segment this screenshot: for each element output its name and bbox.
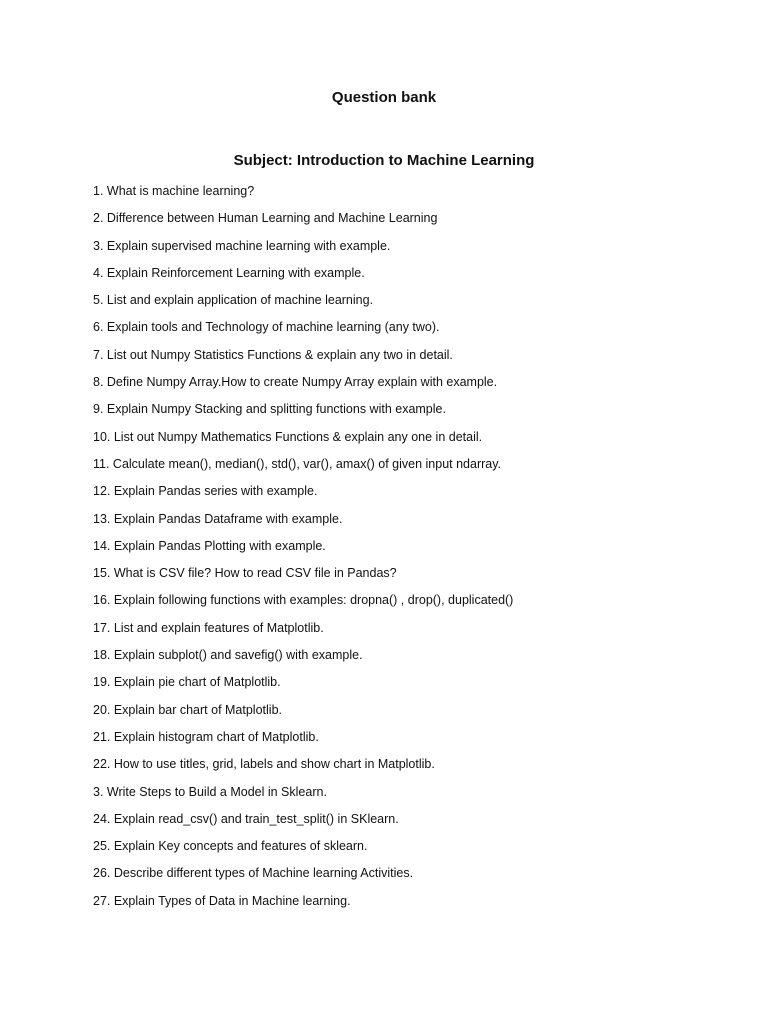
question-item: 6. Explain tools and Technology of machine learning (any two). bbox=[93, 320, 440, 335]
question-list bbox=[93, 182, 513, 919]
question-item: 19. Explain pie chart of Matplotlib. bbox=[93, 675, 281, 690]
question-item: 3. Write Steps to Build a Model in Sklearn. bbox=[93, 784, 327, 799]
question-item: 14. Explain Pandas Plotting with example. bbox=[93, 538, 326, 553]
question-item: 8. Define Numpy Array.How to create Numpy Array explain with example. bbox=[93, 375, 498, 390]
question-item: 13. Explain Pandas Dataframe with example. bbox=[93, 511, 343, 526]
question-item: 5. List and explain application of machine learning. bbox=[93, 293, 374, 308]
question-item: 16. Explain following functions with examples: dropna() , drop(), duplicated() bbox=[93, 593, 514, 608]
question-item: 26. Describe different types of Machine learning Activities. bbox=[93, 866, 414, 881]
question-item: 18. Explain subplot() and savefig() with example. bbox=[93, 648, 363, 663]
question-item: 9. Explain Numpy Stacking and splitting functions with example. bbox=[93, 402, 446, 417]
question-item: 1. What is machine learning? bbox=[93, 184, 255, 198]
question-item: 7. List out Numpy Statistics Functions & explain any two in detail. bbox=[93, 347, 453, 362]
page-title: Question bank bbox=[331, 89, 437, 106]
question-item: 17. List and explain features of Matplotlib. bbox=[93, 620, 324, 635]
question-item: 22. How to use titles, grid, labels and show chart in Matplotlib. bbox=[93, 757, 435, 772]
question-item: 24. Explain read_csv() and train_test_split() in SKlearn. bbox=[93, 811, 399, 826]
subject-heading: Subject: Introduction to Machine Learning bbox=[233, 152, 535, 169]
question-item: 10. List out Numpy Mathematics Functions & explain any one in detail. bbox=[93, 429, 483, 444]
question-item: 20. Explain bar chart of Matplotlib. bbox=[93, 702, 282, 717]
question-item: 25. Explain Key concepts and features of sklearn. bbox=[93, 839, 368, 854]
question-item: 27. Explain Types of Data in Machine learning. bbox=[93, 893, 351, 908]
question-item: 21. Explain histogram chart of Matplotlib. bbox=[93, 729, 319, 744]
question-item: 4. Explain Reinforcement Learning with example. bbox=[93, 265, 365, 280]
question-item: 15. What is CSV file? How to read CSV file in Pandas? bbox=[93, 566, 397, 581]
question-item: 12. Explain Pandas series with example. bbox=[93, 484, 318, 499]
question-item: 11. Calculate mean(), median(), std(), var(), amax() of given input ndarray. bbox=[93, 456, 502, 471]
question-item: 2. Difference between Human Learning and Machine Learning bbox=[93, 211, 438, 226]
question-item: 3. Explain supervised machine learning with example. bbox=[93, 238, 391, 253]
